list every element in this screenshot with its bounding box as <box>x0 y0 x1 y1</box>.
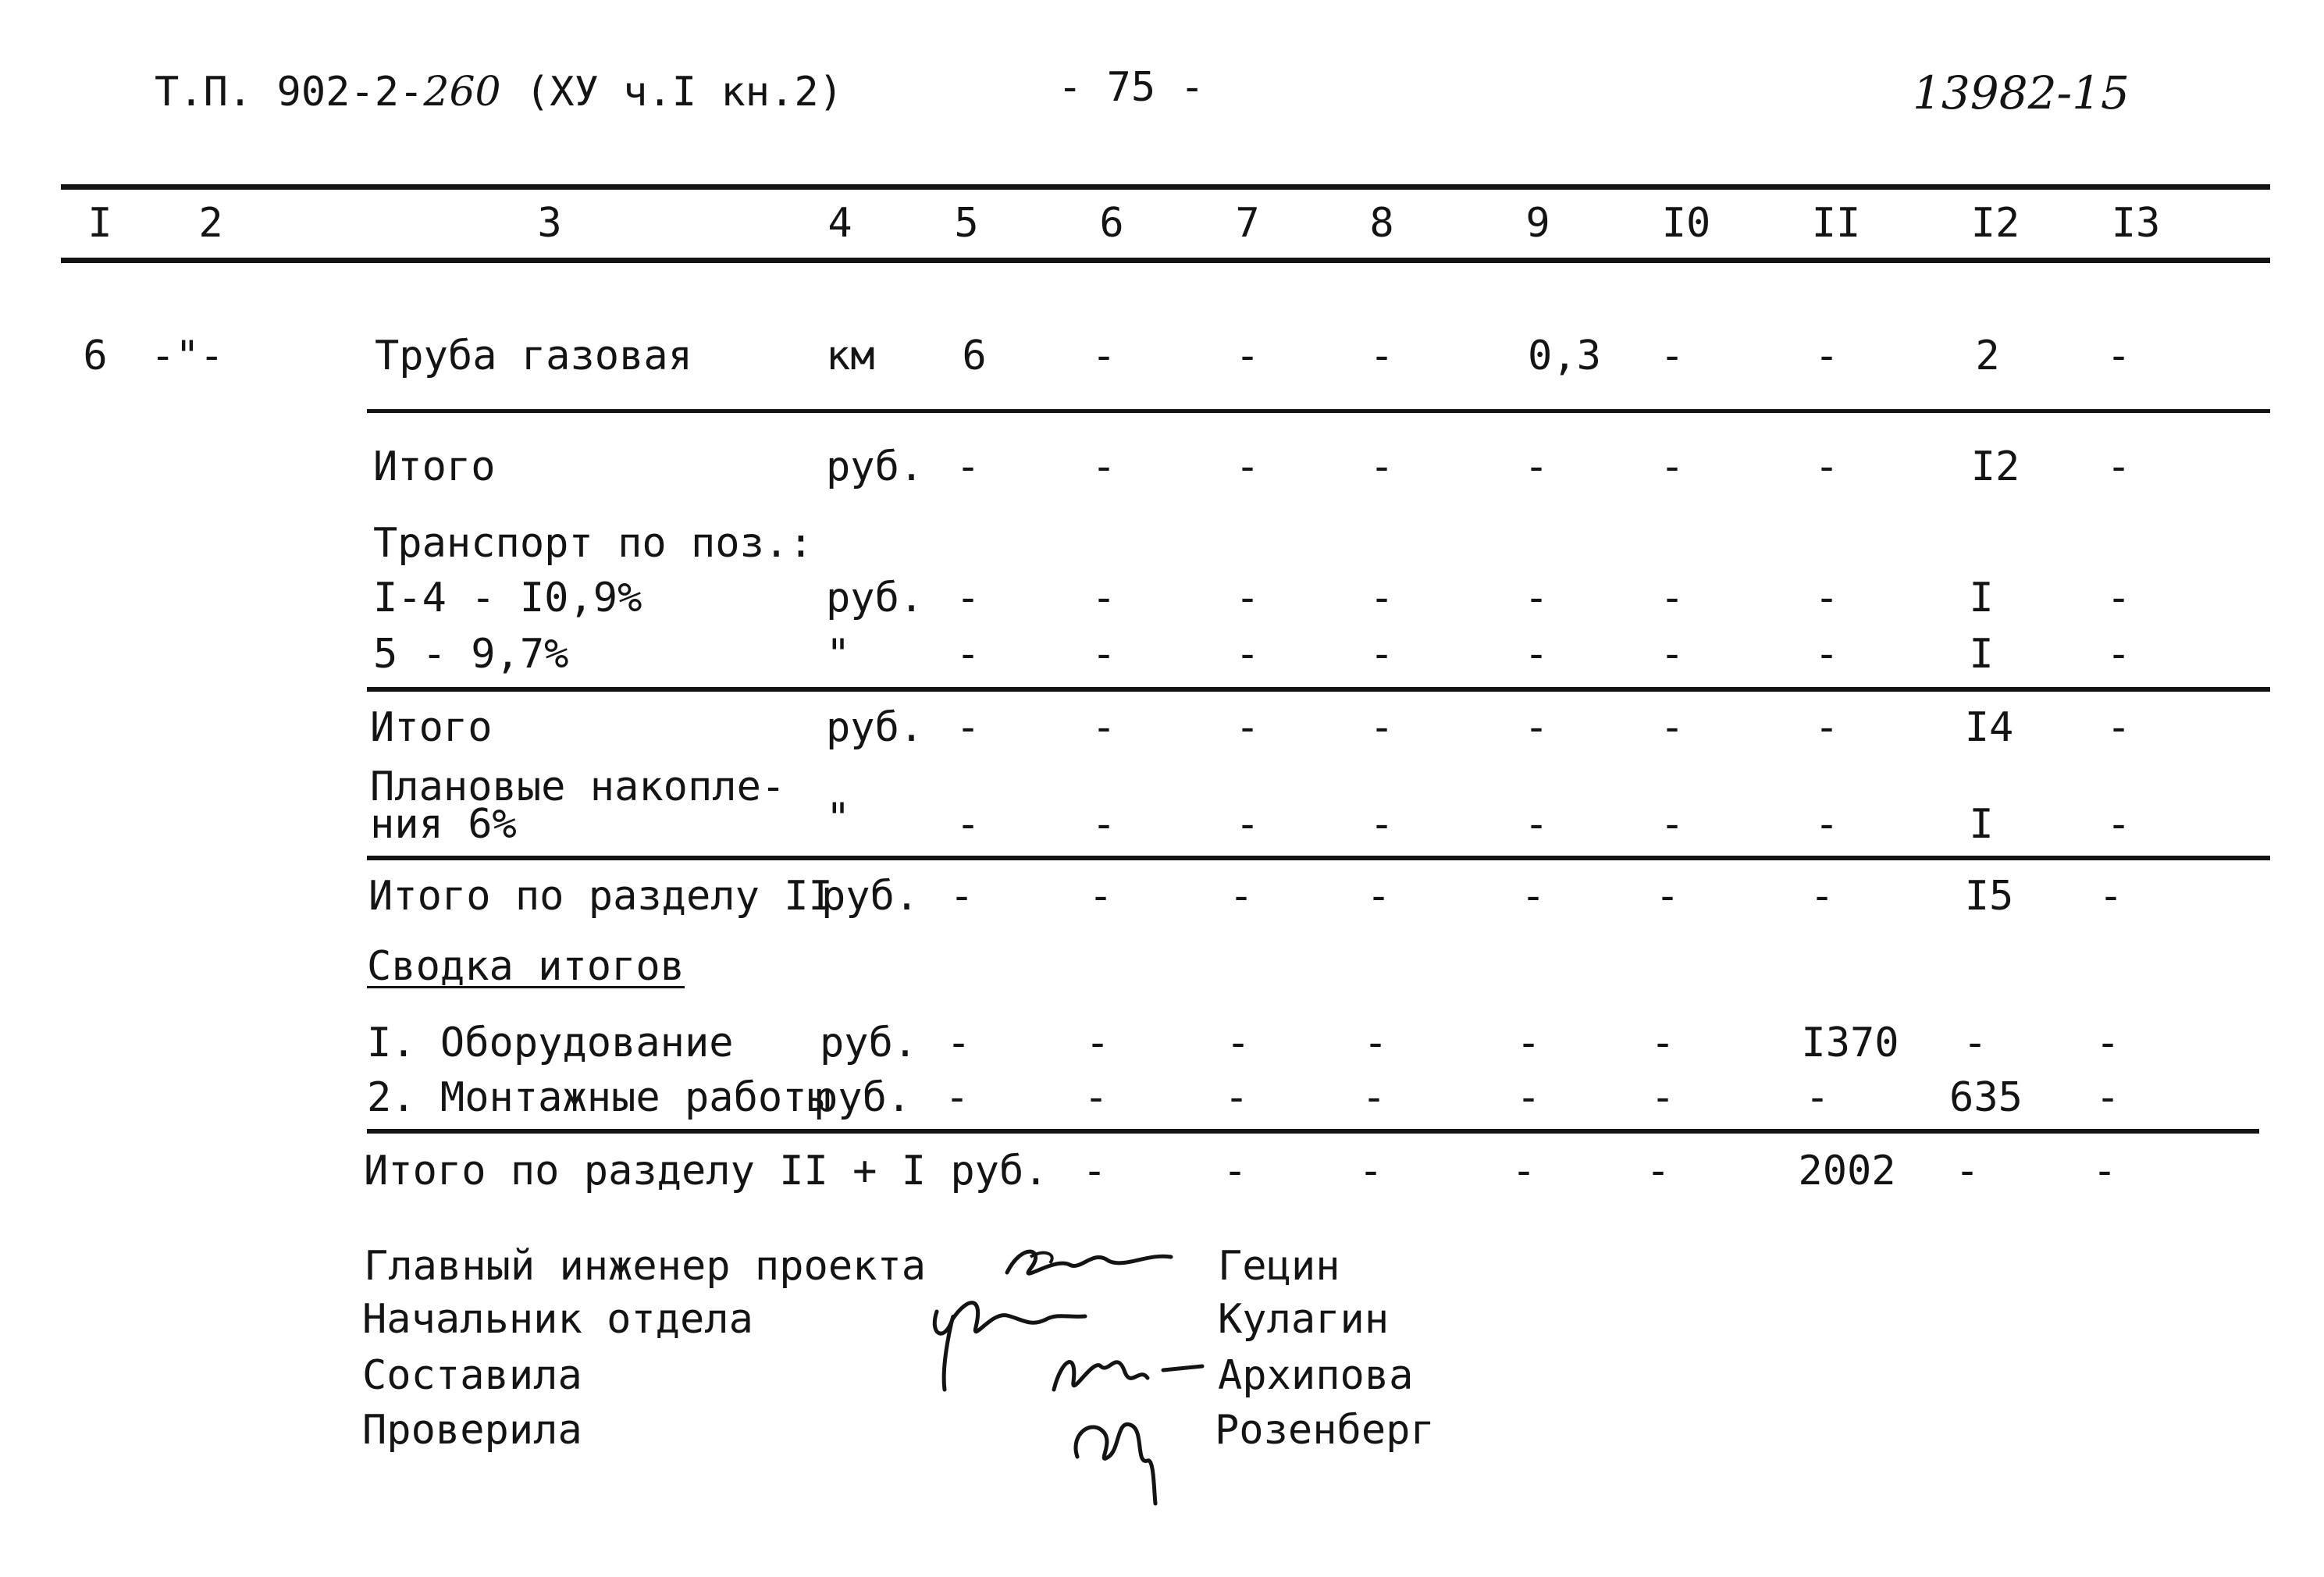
column-header: 9 <box>1525 200 1550 247</box>
doc-prefix: Т.П. 902-2- <box>155 69 424 116</box>
cell: - <box>1235 631 1260 678</box>
cell: I <box>1969 801 1994 848</box>
cell: - <box>1235 333 1260 379</box>
column-header: I <box>87 200 112 247</box>
unit: руб. <box>826 575 924 621</box>
signer-name: Архипова <box>1218 1352 1414 1399</box>
cell: - <box>956 575 980 621</box>
cell: - <box>1650 1074 1675 1121</box>
cell: - <box>1369 333 1394 379</box>
unit: руб. <box>813 1074 912 1121</box>
cell: - <box>1082 1148 1107 1194</box>
cell: - <box>1660 631 1685 678</box>
column-header: 8 <box>1369 200 1394 247</box>
cell: - <box>1814 801 1839 848</box>
cell: - <box>1235 443 1260 490</box>
item-name: Итого по разделу II + I руб. <box>364 1148 1048 1194</box>
cell: - <box>1810 873 1835 920</box>
cell: - <box>1524 704 1549 751</box>
cell: - <box>1805 1074 1830 1121</box>
cell: - <box>1091 333 1116 379</box>
cell: - <box>1223 1148 1247 1194</box>
cell: - <box>1660 575 1685 621</box>
row-rule <box>367 687 2270 692</box>
cell: - <box>1084 1074 1109 1121</box>
signer-role: Начальник отдела <box>362 1296 753 1343</box>
cell: - <box>1226 1020 1251 1066</box>
cell: - <box>946 1020 971 1066</box>
column-header: 6 <box>1099 200 1124 247</box>
column-header: 3 <box>537 200 562 247</box>
table-header-rule <box>61 258 2270 263</box>
column-header: 7 <box>1235 200 1260 247</box>
cell: - <box>956 704 980 751</box>
cell: - <box>1091 704 1116 751</box>
cell: I2 <box>1970 443 2020 490</box>
unit: руб. <box>820 1020 918 1066</box>
cell: - <box>1814 333 1839 379</box>
cell: - <box>2095 1020 2120 1066</box>
doc-handwritten-number: 260 <box>423 69 501 116</box>
cell: - <box>1369 575 1394 621</box>
cell: - <box>949 873 974 920</box>
signer-name: Кулагин <box>1218 1296 1390 1343</box>
row-rule <box>367 856 2270 860</box>
item-name-line2: ния 6% <box>370 801 517 848</box>
cell: - <box>1660 801 1685 848</box>
item-name: I-4 - I0,9% <box>373 575 642 621</box>
summary-heading: Сводка итогов <box>367 943 685 990</box>
cell: - <box>2092 1148 2117 1194</box>
cell: - <box>1235 801 1260 848</box>
column-header: 5 <box>954 200 979 247</box>
item-name: Итого <box>370 704 493 751</box>
cell: - <box>945 1074 970 1121</box>
cell: - <box>1358 1148 1383 1194</box>
cell: - <box>1524 443 1549 490</box>
cell: - <box>1085 1020 1110 1066</box>
cell: - <box>1516 1074 1541 1121</box>
cell: - <box>2095 1074 2120 1121</box>
cell: - <box>1361 1074 1386 1121</box>
item-name: 5 - 9,7% <box>373 631 569 678</box>
row-rule <box>367 409 2270 413</box>
cell: - <box>1235 575 1260 621</box>
signer-role: Проверила <box>362 1407 582 1454</box>
cell: - <box>1814 704 1839 751</box>
cell: - <box>1091 575 1116 621</box>
cell: - <box>1963 1020 1988 1066</box>
unit: руб. <box>826 443 924 490</box>
unit: руб. <box>821 873 920 920</box>
cell: - <box>1955 1148 1980 1194</box>
cell: - <box>2106 333 2131 379</box>
cell: - <box>1521 873 1546 920</box>
row-number: 6 <box>83 333 108 379</box>
signer-role: Главный инженер проекта <box>364 1243 927 1290</box>
cell: - <box>1660 704 1685 751</box>
item-name: Итого по разделу II <box>368 873 833 920</box>
cell: - <box>956 443 980 490</box>
cell: 6 <box>962 333 987 379</box>
cell: 635 <box>1949 1074 2023 1121</box>
cell: - <box>2106 631 2131 678</box>
cell: - <box>1655 873 1680 920</box>
item-name-line1: Плановые накопле- <box>370 764 786 810</box>
cell: - <box>1524 631 1549 678</box>
unit: руб. <box>826 704 924 751</box>
cell: - <box>956 631 980 678</box>
transport-title: Транспорт по поз.: <box>373 520 813 567</box>
cell: I <box>1969 631 1994 678</box>
cell: - <box>1814 631 1839 678</box>
cell: - <box>1088 873 1113 920</box>
column-header: I0 <box>1661 200 1711 247</box>
cell: - <box>1091 801 1116 848</box>
table-top-rule <box>61 184 2270 190</box>
cell: - <box>1224 1074 1249 1121</box>
column-header: 2 <box>198 200 223 247</box>
item-name: Труба газовая <box>375 333 692 379</box>
cell: - <box>1814 575 1839 621</box>
cell: 2002 <box>1798 1148 1896 1194</box>
cell: - <box>2098 873 2123 920</box>
cell: - <box>1363 1020 1388 1066</box>
cell: - <box>2106 575 2131 621</box>
cell: - <box>1660 443 1685 490</box>
cell: 2 <box>1975 333 2000 379</box>
item-name: Итого <box>373 443 496 490</box>
archive-number: 13982-15 <box>1913 66 2130 119</box>
cell: I370 <box>1801 1020 1899 1066</box>
cell: - <box>1366 873 1391 920</box>
cell: - <box>1235 704 1260 751</box>
cell: - <box>1091 631 1116 678</box>
unit: км <box>826 333 875 379</box>
ditto-mark: -"- <box>151 333 224 379</box>
column-header: II <box>1811 200 1861 247</box>
row-rule <box>367 1129 2259 1134</box>
doc-designation <box>155 69 843 116</box>
cell: 0,3 <box>1528 333 1601 379</box>
cell: - <box>1369 801 1394 848</box>
cell: I5 <box>1964 873 2014 920</box>
cell: - <box>1369 443 1394 490</box>
unit: " <box>826 631 851 678</box>
unit: " <box>826 795 851 842</box>
cell: - <box>1524 575 1549 621</box>
signer-name: Розенберг <box>1215 1407 1435 1454</box>
page-number: - 75 - <box>1058 64 1205 111</box>
cell: - <box>1091 443 1116 490</box>
cell: I4 <box>1964 704 2014 751</box>
cell: I <box>1969 575 1994 621</box>
doc-suffix: (ХУ ч.I кн.2) <box>525 69 843 116</box>
cell: - <box>1229 873 1254 920</box>
signer-role: Составила <box>362 1352 582 1399</box>
cell: - <box>1646 1148 1671 1194</box>
cell: - <box>1814 443 1839 490</box>
cell: - <box>2106 704 2131 751</box>
cell: - <box>1524 801 1549 848</box>
column-header: 4 <box>827 200 852 247</box>
cell: - <box>2106 801 2131 848</box>
cell: - <box>1650 1020 1675 1066</box>
signer-name: Гецин <box>1218 1243 1340 1290</box>
cell: - <box>1511 1148 1536 1194</box>
cell: - <box>2106 443 2131 490</box>
cell: - <box>956 801 980 848</box>
cell: - <box>1369 704 1394 751</box>
column-header: I2 <box>1970 200 2020 247</box>
cell: - <box>1660 333 1685 379</box>
column-header: I3 <box>2111 200 2161 247</box>
item-name: 2. Монтажные работы <box>367 1074 831 1121</box>
signature-checker <box>1062 1387 1171 1511</box>
item-name: I. Оборудование <box>367 1020 734 1066</box>
cell: - <box>1516 1020 1541 1066</box>
cell: - <box>1369 631 1394 678</box>
